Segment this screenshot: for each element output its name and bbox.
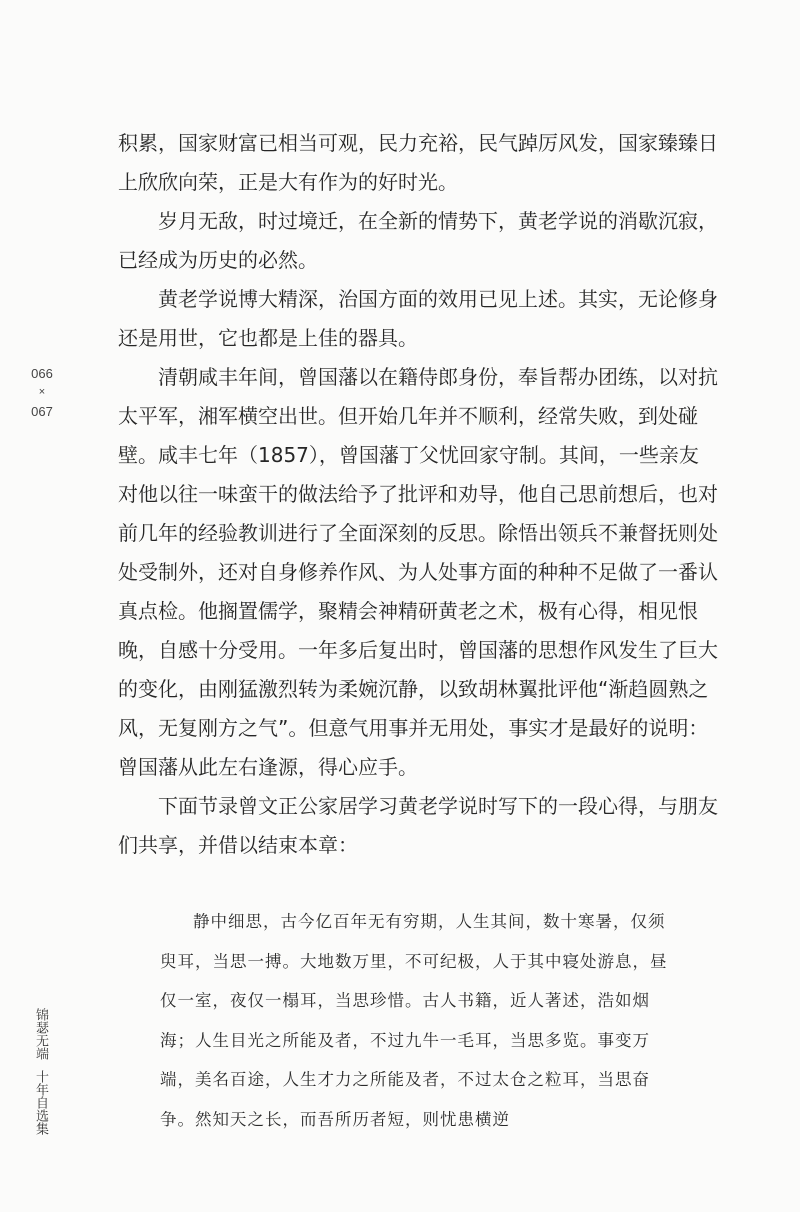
page-number	[24, 364, 60, 421]
paragraph: 岁月无敌，时过境迁，在全新的情势下，黄老学说的消歇沉寂，已经成为历史的必然。	[118, 209, 718, 272]
running-title	[30, 1008, 50, 1135]
paragraph: 黄老学说博大精深，治国方面的效用已见上述。其实，无论修身还是用世，它也都是上佳的器具。	[118, 287, 718, 350]
block-quote	[160, 902, 680, 1139]
body-text	[118, 124, 718, 865]
paragraph: 清朝咸丰年间，曾国藩以在籍侍郎身份，奉旨帮办团练，以对抗太平军，湘军横空出世。但开始几年并不顺利，经常失败，到处碰壁。咸丰七年（1857），曾国藩丁父忧回家守制。其间，一些亲友对他以往一味蛮干的做法给予了批评和劝导，他自己思前想后，也对前几年的经验教训进行了全面深刻的反思。除悟出领兵不兼督抚则处处受制外，还对自身修养作风、为人处事方面的种种不足做了一番认真点检。他搁置儒学，聚精会神精研黄老之术，极有心得，相见恨晚，自感十分受用。一年多后复出时，曾国藩的思想作风发生了巨大的变化，由刚猛激烈转为柔婉沉静，以致胡林翼批评他“渐趋圆熟之风，无复刚方之气”。但意气用事并无用处，事实才是最好的说明：曾国藩从此左右逢源，得心应手。	[118, 365, 718, 779]
page-number-separator: ×	[38, 386, 46, 398]
quote-text: 静中细思，古今亿百年无有穷期，人生其间，数十寒暑，仅须臾耳，当思一搏。大地数万里，不可纪极，人于其中寝处游息，昼仅一室，夜仅一榻耳，当思珍惜。古人书籍，近人著述，浩如烟海；人生目光之所能及者，不过九牛一毛耳，当思多览。事变万端，美名百途，人生才力之所能及者，不过太仓之粒耳，当思奋争。然知天之长，而吾所历者短，则忧患横逆	[160, 912, 668, 1129]
running-title-part2: 十年自选集	[33, 1070, 48, 1135]
paragraph: 积累，国家财富已相当可观，民力充裕，民气踔厉风发，国家臻臻日上欣欣向荣，正是大有作为的好时光。	[118, 131, 718, 194]
paragraph: 下面节录曾文正公家居学习黄老学说时写下的一段心得，与朋友们共享，并借以结束本章：	[118, 794, 718, 857]
running-title-part1: 锦瑟无端	[33, 1008, 48, 1060]
page-number-left: 066	[31, 366, 53, 381]
page-number-right: 067	[31, 404, 53, 419]
